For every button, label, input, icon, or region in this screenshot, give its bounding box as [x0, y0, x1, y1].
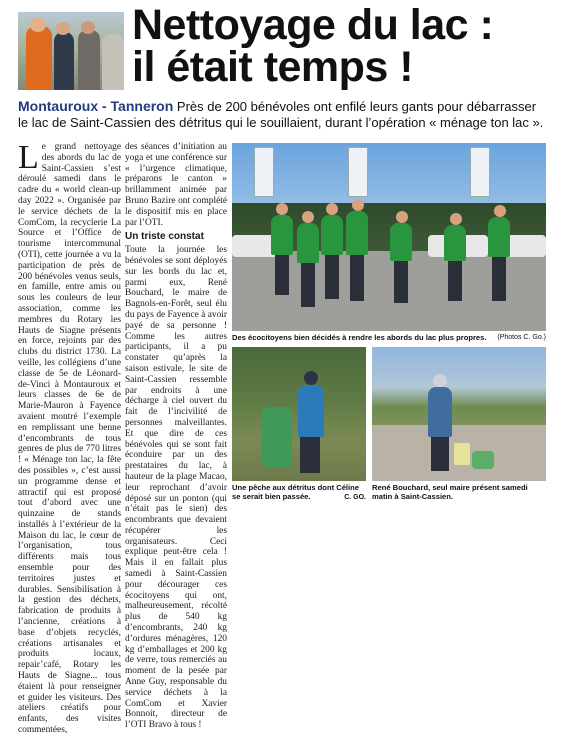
- subheading: Un triste constat: [125, 231, 204, 243]
- col1-text: e grand nettoyage des abords du lac de Saint-Cassien s’est déroulé samedi dans le cadre du « world clean-up day 2022 ». Organisée par le service déchets de la ComCom, la recyclerie La Source et l’Office de tourisme intercommunal (OTI), cette journée a vu la participation de près de 200 bénévoles venus seuls, en famille, entre amis ou sous les couleurs de leur association, comme les membres du Rotary les Hauts de Siagne présents en force, rejoints par des clubs du district 1730. La veille, les collégiens d’une classe de 5e de Léonard-de-Vinci à Montauroux et leurs classes de 6e de Marie-Mauron à Fayence avaient montré l’exemple en remplissant une benne d’encombrants de tous genres de plus de 770 litres ! « Ménage ton lac, la fête des possibles », c’est aussi un programme dense et attractif qui est proposé tout d’abord avec une quinzaine de stands installés à l’extérieur de la Maison du lac, le cœur de l’organisation, tous différents mais tous ensemble pour des territoires justes et durables. Sensibilisation à la gestion des déchets, fabrication de produits à l’ancienne, créations à base d’objets recyclés, créations artisanales et produits locaux, repair’café, Rotary les Hauts de Siagne... tous étaient là pour renseigner et guider les visiteurs. Des ateliers créatifs pour enfants, des visites commentées,: [18, 142, 121, 736]
- author-signature: C. GO.: [344, 494, 366, 501]
- lead-text: Près de 200 bénévoles ont enfilé leurs gants pour débarrasser le lac de Saint-Cassien des détritus qui le souillaient, durant l’opération « ménage ton lac ».: [18, 99, 544, 130]
- article-title: [132, 1, 562, 91]
- main-photo-volunteers: [232, 143, 546, 331]
- photo-celine-fishing-litter: [232, 347, 366, 481]
- header-thumbnail-photo: [18, 12, 124, 90]
- photo-rene-bouchard: [372, 347, 546, 481]
- bottom-left-caption: [232, 483, 366, 501]
- title-line-1: Nettoyage du lac :: [132, 1, 494, 49]
- col2-text-1: des séances d’initiation au yoga et une conférence sur « l’urgence climatique, préparons le canton » brillamment animée par Bruno Bazire ont complété le dispositif mis en place par l’OTI.: [125, 142, 227, 228]
- bottom-right-caption: [372, 483, 546, 501]
- title-line-2: il était temps !: [132, 43, 414, 91]
- body-column-2: [125, 142, 227, 731]
- col2-text-2: Toute la journée les bénévoles se sont déployés sur les bords du lac et, parmi eux, René Bouchard, le maire de Bagnols-en-Forêt, seul élu du pays de Fayence à avoir payé de sa personne ! Comme les autres participants, il a pu constater qu’après la saison estivale, le site de Saint-Cassien ressemble par endroits à une décharge à ciel ouvert du fait de l’incivilité de personnes malveillantes. Et que dire de ces bénévoles qui se sont fait éconduire par un des prestataires du lac, à hauteur de la plage Macao, leur reprochant d’avoir déposé sur un ponton (qui n’était pas le sien) des encombrants que devaient récupérer les organisateurs. Ceci explique peut-être cela ! Mais il en fallait plus samedi à Saint-Cassien pour décourager ces écocitoyens qui ont, malheureusement, récolté plus de 540 kg d’encombrants, 240 kg d’ordures ménagères, 120 kg d’emballages et 200 kg de verre, tous remerciés au moment de la pesée par Anne Guy, responsable du service déchets à la ComCom et Xavier Bonnoit, directeur de l’OTI Bravo à tous !: [125, 245, 227, 731]
- body-column-1: [18, 139, 121, 736]
- photo-credit: (Photos C. Go.): [497, 334, 546, 341]
- main-photo-caption: [232, 333, 546, 342]
- main-caption-text: Des écocitoyens bien décidés à rendre les abords du lac plus propres.: [232, 333, 487, 342]
- bottom-left-caption-text: Une pêche aux détritus dont Céline se serait bien passée.: [232, 483, 360, 501]
- article-lead: [18, 98, 548, 131]
- location-label: Montauroux - Tanneron: [18, 98, 174, 114]
- bottom-right-caption-text: René Bouchard, seul maire présent samedi matin à Saint-Cassien.: [372, 483, 528, 501]
- drop-cap: L: [18, 139, 39, 176]
